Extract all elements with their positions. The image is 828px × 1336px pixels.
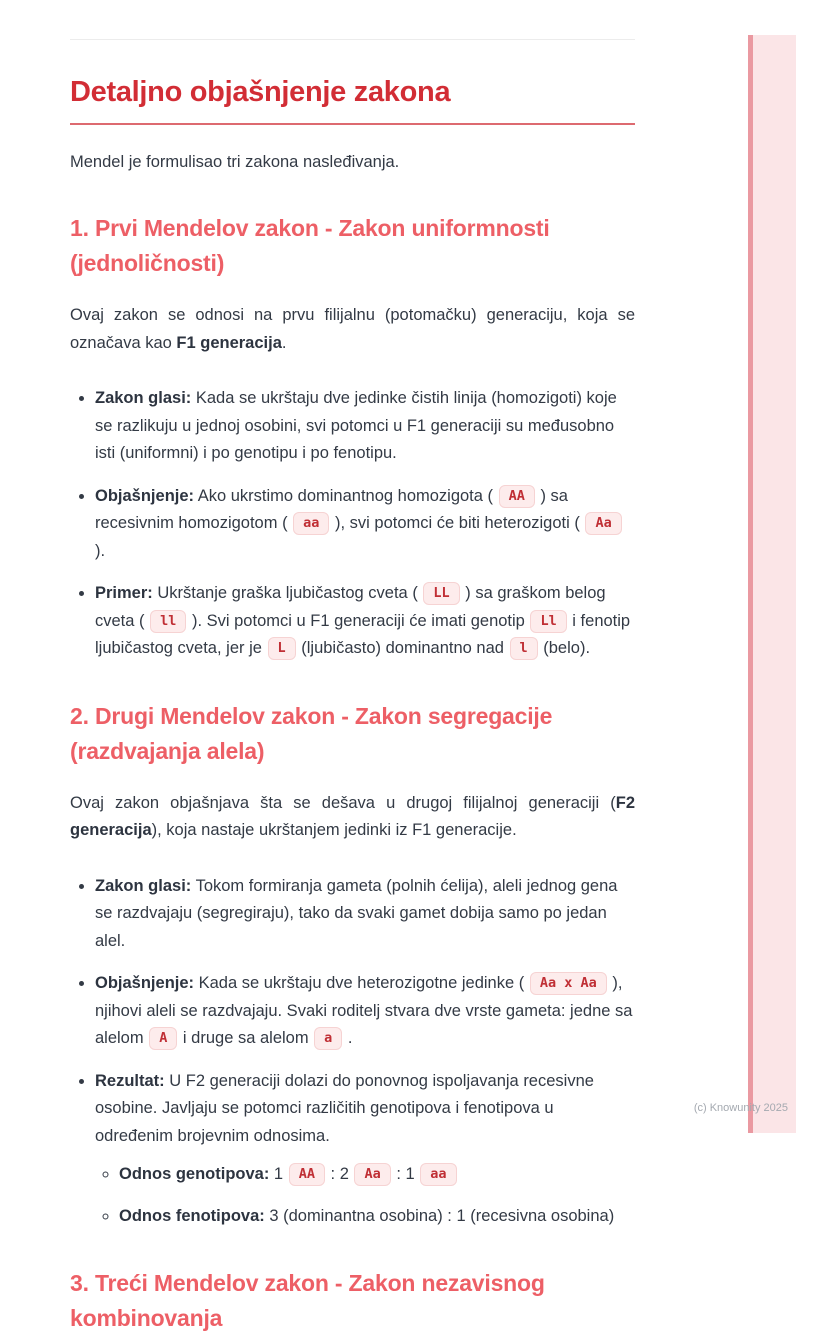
text-run: 3 (dominantna osobina) : 1 (recesivna osobina) [264, 1206, 615, 1225]
list-item [95, 1068, 635, 1231]
list-item [95, 483, 635, 566]
text-run: : 1 [391, 1165, 420, 1183]
genotype-badge: a [314, 1027, 342, 1050]
genotype-badge: Aa x Aa [530, 972, 607, 995]
text-run: Ako ukrstimo dominantnog homozigota ( [194, 486, 498, 505]
text-run: Ovaj zakon se odnosi na prvu filijalnu (potomačku) generaciju, koja se označava kao [70, 306, 635, 352]
section-1-list [70, 385, 635, 663]
copyright-watermark: (c) Knowunity 2025 [693, 1102, 788, 1114]
text-run: Ukrštanje graška ljubičastog cveta ( [152, 584, 423, 602]
page-content [70, 0, 635, 1336]
bullet-lead: Zakon glasi: [95, 389, 192, 407]
genotype-badge: l [510, 637, 538, 660]
text-run: i druge sa alelom [178, 1029, 314, 1047]
page-edge-accent-bar [748, 35, 796, 1133]
bullet-lead: Odnos genotipova: [119, 1165, 270, 1183]
bold-run: F1 generacija [176, 333, 282, 352]
text-run: . [343, 1029, 353, 1047]
text-run: ), koja nastaje ukrštanjem jedinki iz F1 generacije. [151, 821, 517, 839]
genotype-badge: aa [420, 1163, 456, 1186]
text-run: Tokom formiranja gameta (polnih ćelija), aleli jednog gena se razdvajaju (segregiraju), tako da svaki gamet dobija samo po jedan alel. [95, 876, 618, 950]
text-run: i fenotip ljubičastog cveta, jer je [95, 611, 631, 657]
text-run: . [281, 333, 287, 352]
sub-list-item [119, 1161, 635, 1189]
list-item [95, 580, 635, 663]
bullet-lead: Odnos fenotipova: [119, 1206, 265, 1225]
section-2-heading: 2. Drugi Mendelov zakon - Zakon segregacije (razdvajanja alela) [70, 702, 553, 764]
section-2-sublist [95, 1161, 635, 1230]
text-run: Kada se ukrštaju dve heterozigotne jedinke ( [194, 974, 529, 992]
genotype-badge: LL [423, 582, 459, 605]
text-run: ) sa recesivnim homozigotom ( [95, 486, 568, 532]
page-title: Detaljno objašnjenje zakona [70, 77, 635, 125]
genotype-badge: Aa [354, 1163, 390, 1186]
bullet-lead: Rezultat: [95, 1071, 165, 1090]
text-run: (ljubičasto) dominantno nad [296, 639, 509, 657]
text-run: ) sa graškom belog cveta ( [95, 584, 606, 630]
section-2-list [70, 873, 635, 1231]
text-run: : 2 [325, 1165, 354, 1183]
text-run: Ovaj zakon objašnjava šta se dešava u drugoj filijalnoj generaciji ( [70, 793, 616, 812]
genotype-badge: L [268, 637, 296, 660]
list-item [95, 873, 635, 956]
genotype-badge: aa [293, 512, 329, 535]
intro-paragraph: Mendel je formulisao tri zakona nasleđivanja. [70, 153, 400, 171]
section-2-paragraph [70, 790, 635, 845]
text-run: ). [95, 541, 106, 560]
genotype-badge: AA [499, 485, 535, 508]
text-run: ), svi potomci će biti heterozigoti ( [330, 514, 585, 532]
bullet-lead: Primer: [95, 584, 153, 602]
genotype-badge: ll [150, 610, 186, 633]
text-run: ). Svi potomci u F1 generaciji će imati genotip [187, 611, 530, 630]
text-run: (belo). [538, 639, 591, 657]
bold-run: F2 generacija [70, 793, 635, 839]
genotype-badge: A [149, 1027, 177, 1050]
genotype-badge: Aa [585, 512, 621, 535]
section-3-heading: 3. Treći Mendelov zakon - Zakon nezavisnog kombinovanja [70, 1270, 545, 1331]
list-item [95, 970, 635, 1053]
section-1-paragraph [70, 302, 635, 357]
text-run: 1 [269, 1165, 288, 1183]
top-divider [70, 39, 635, 40]
text-run: ), njihovi aleli se razdvajaju. Svaki roditelj stvara dve vrste gameta: jedne sa alelom [95, 974, 633, 1047]
text-run: Kada se ukrštaju dve jedinke čistih linija (homozigoti) koje se razlikuju u jednoj osobini, svi potomci u F1 generaciji su međusobno isti (uniformni) i po genotipu i po fenotipu. [95, 389, 617, 462]
bullet-lead: Objašnjenje: [95, 486, 195, 505]
text-run: U F2 generaciji dolazi do ponovnog ispoljavanja recesivne osobine. Javljaju se potomci različitih genotipova i fenotipova u određenim brojevnim odnosima. [95, 1071, 594, 1145]
section-1-heading: 1. Prvi Mendelov zakon - Zakon uniformnosti (jednoličnosti) [70, 215, 550, 276]
genotype-badge: Ll [530, 610, 566, 633]
list-item [95, 385, 635, 468]
bullet-lead: Objašnjenje: [95, 974, 195, 992]
sub-list-item [119, 1203, 635, 1231]
genotype-badge: AA [289, 1163, 325, 1186]
bullet-lead: Zakon glasi: [95, 876, 192, 895]
